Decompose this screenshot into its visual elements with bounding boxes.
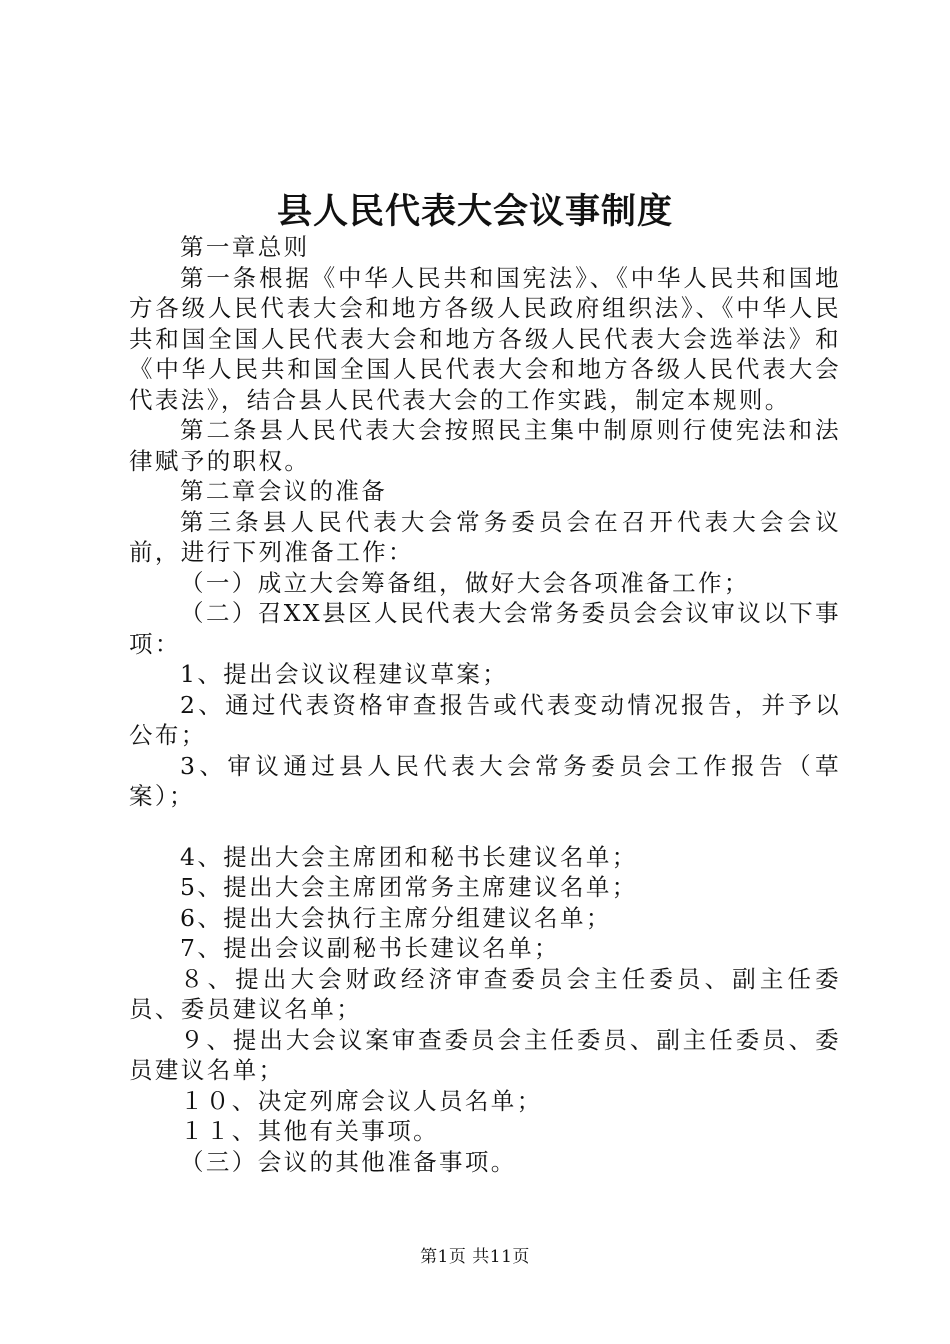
document-body [129, 232, 841, 1177]
list-item: １０、决定列席会议人员名单； [180, 1086, 543, 1115]
list-item: 1、提出会议议程建议草案； [180, 660, 509, 688]
sub-item: （三）会议的其他准备事项。 [180, 1147, 517, 1176]
chapter-heading: 第二章会议的准备 [180, 477, 388, 505]
list-item: 5、提出大会主席团常务主席建议名单； [180, 873, 638, 901]
sub-item: （二）召XX县区人民代表大会常务委员会会议审议以下事项： [129, 599, 841, 658]
list-item: 4、提出大会主席团和秘书长建议名单； [180, 842, 638, 871]
article-paragraph: 第二条县人民代表大会按照民主集中制原则行使宪法和法律赋予的职权。 [129, 416, 841, 475]
list-item: 7、提出会议副秘书长建议名单； [180, 934, 560, 962]
list-item: 6、提出大会执行主席分组建议名单； [180, 903, 612, 932]
sub-item: （一）成立大会筹备组，做好大会各项准备工作； [180, 568, 750, 597]
list-item: 3、审议通过县人民代表大会常务委员会工作报告（草案）； [129, 751, 841, 810]
page-footer: 第1页 共11页 [420, 1247, 530, 1267]
list-item: １１、其他有关事项。 [180, 1117, 439, 1145]
article-paragraph: 第三条县人民代表大会常务委员会在召开代表大会会议前，进行下列准备工作： [129, 507, 841, 566]
list-item: ９、提出大会议案审查委员会主任委员、副主任委员、委员建议名单； [129, 1025, 841, 1084]
blank-line [129, 812, 841, 842]
article-paragraph: 第一条根据《中华人民共和国宪法》、《中华人民共和国地方各级人民代表大会和地方各级人民政府组织法》、《中华人民共和国全国人民代表大会和地方各级人民代表大会选举法》和《中华人民共和国全国人民代表大会和地方各级人民代表大会代表法》，结合县人民代表大会的工作实践，制定本规则。 [129, 263, 841, 414]
chapter-heading: 第一章总则 [180, 233, 310, 261]
document-title: 县人民代表大会议事制度 [276, 192, 673, 232]
list-item: 2、通过代表资格审查报告或代表变动情况报告，并予以公布； [129, 690, 841, 749]
list-item: ８、提出大会财政经济审查委员会主任委员、副主任委员、委员建议名单； [129, 964, 841, 1023]
